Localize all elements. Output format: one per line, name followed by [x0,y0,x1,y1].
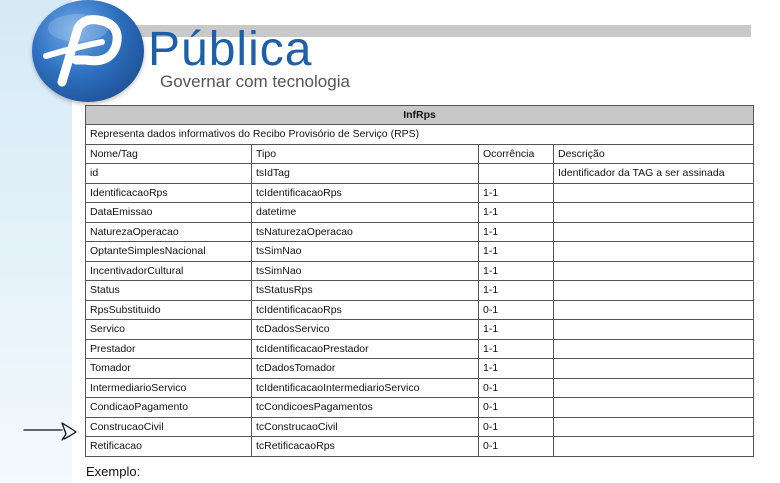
infrps-table [85,105,754,457]
cell-occurrence: 0-1 [479,398,554,418]
table-row [86,339,754,359]
cell-occurrence: 0-1 [479,417,554,437]
cell-name: Tomador [86,359,252,379]
cell-name: Prestador [86,339,252,359]
cell-name: NaturezaOperacao [86,222,252,242]
cell-occurrence: 1-1 [479,183,554,203]
cell-occurrence: 1-1 [479,261,554,281]
table-row [86,281,754,301]
table-row [86,417,754,437]
column-header-name: Nome/Tag [86,144,252,164]
cell-type: tcDadosTomador [252,359,479,379]
cell-name: IncentivadorCultural [86,261,252,281]
cell-type: datetime [252,203,479,223]
cell-occurrence: 1-1 [479,281,554,301]
cell-description [554,398,754,418]
cell-occurrence: 0-1 [479,437,554,457]
column-header-description: Descrição [554,144,754,164]
cell-type: tcConstrucaoCivil [252,417,479,437]
publica-logo-icon [32,0,144,102]
cell-description [554,222,754,242]
cell-type: tcCondicoesPagamentos [252,398,479,418]
cell-occurrence [479,164,554,184]
cell-description [554,183,754,203]
cell-name: ConstrucaoCivil [86,417,252,437]
cell-description [554,417,754,437]
table-row [86,300,754,320]
cell-description [554,320,754,340]
cell-description [554,339,754,359]
cell-description [554,378,754,398]
table-description-row [86,125,754,145]
column-header-occurrence: Ocorrência [479,144,554,164]
table-row [86,398,754,418]
cell-type: tcIdentificacaoRps [252,300,479,320]
cell-name: IntermediarioServico [86,378,252,398]
hand-drawn-arrow-icon [22,420,82,444]
logo-wordmark: Pública [148,23,313,76]
cell-type: tsNaturezaOperacao [252,222,479,242]
cell-description [554,359,754,379]
table-title: InfRps [86,106,754,125]
example-label: Exemplo: [86,464,141,479]
cell-type: tcRetificacaoRps [252,437,479,457]
table-title-row [86,106,754,125]
cell-name: OptanteSimplesNacional [86,242,252,262]
cell-type: tsSimNao [252,242,479,262]
cell-description [554,300,754,320]
cell-occurrence: 1-1 [479,222,554,242]
table-row [86,242,754,262]
cell-occurrence: 0-1 [479,300,554,320]
table-row [86,437,754,457]
cell-occurrence: 1-1 [479,203,554,223]
cell-type: tsIdTag [252,164,479,184]
table-row [86,183,754,203]
table-row [86,203,754,223]
cell-description [554,437,754,457]
cell-type: tsStatusRps [252,281,479,301]
table-row [86,320,754,340]
logo-tagline: Governar com tecnologia [160,72,350,91]
cell-occurrence: 1-1 [479,320,554,340]
cell-occurrence: 1-1 [479,339,554,359]
cell-name: Status [86,281,252,301]
cell-occurrence: 1-1 [479,242,554,262]
cell-description [554,242,754,262]
cell-description: Identificador da TAG a ser assinada [554,164,754,184]
cell-description [554,203,754,223]
cell-description [554,261,754,281]
table-row [86,261,754,281]
cell-description [554,281,754,301]
table-row [86,359,754,379]
column-header-type: Tipo [252,144,479,164]
table-row [86,222,754,242]
cell-name: id [86,164,252,184]
cell-occurrence: 0-1 [479,378,554,398]
cell-type: tcIdentificacaoRps [252,183,479,203]
cell-name: DataEmissao [86,203,252,223]
cell-type: tcIdentificacaoIntermediarioServico [252,378,479,398]
cell-name: Servico [86,320,252,340]
cell-occurrence: 1-1 [479,359,554,379]
cell-name: IdentificacaoRps [86,183,252,203]
table-header-row [86,144,754,164]
cell-name: Retificacao [86,437,252,457]
cell-type: tsSimNao [252,261,479,281]
table-row [86,164,754,184]
cell-type: tcDadosServico [252,320,479,340]
cell-name: CondicaoPagamento [86,398,252,418]
cell-name: RpsSubstituido [86,300,252,320]
table-row [86,378,754,398]
table-description: Representa dados informativos do Recibo Provisório de Serviço (RPS) [86,125,754,145]
cell-type: tcIdentificacaoPrestador [252,339,479,359]
